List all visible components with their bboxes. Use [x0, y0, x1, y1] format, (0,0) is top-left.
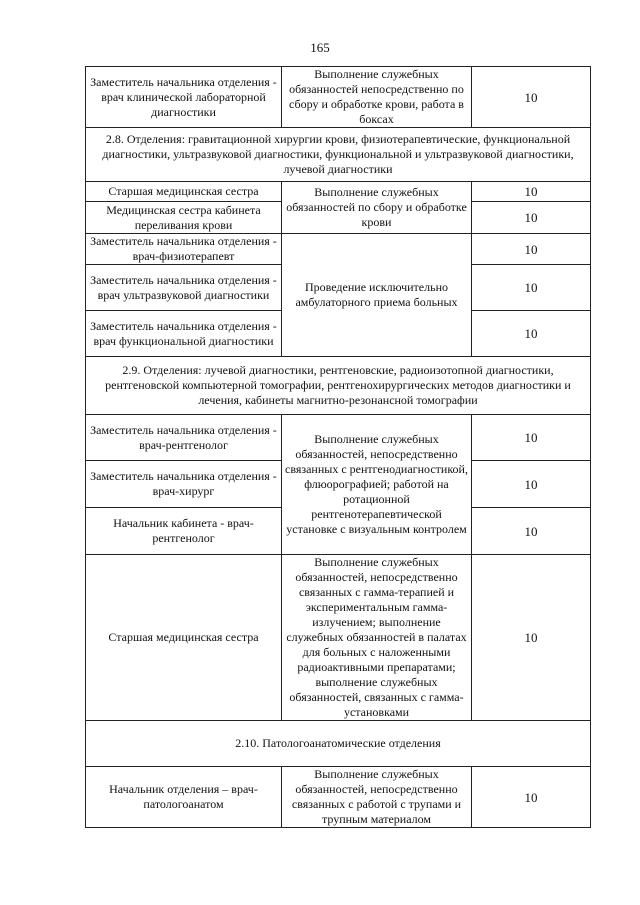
value-cell: 10 — [472, 265, 591, 311]
section-heading-row — [86, 128, 591, 182]
value-cell: 10 — [472, 555, 591, 721]
position-cell: Заместитель начальника отделения - врач-физиотерапевт — [86, 234, 282, 265]
position-cell: Заместитель начальника отделения - врач клинической лабораторной диагностики — [86, 67, 282, 128]
position-cell: Медицинская сестра кабинета переливания крови — [86, 202, 282, 234]
section-heading-row — [86, 357, 591, 415]
table-row — [86, 415, 591, 461]
table-row — [86, 67, 591, 128]
value-cell: 10 — [472, 767, 591, 828]
duties-cell: Выполнение служебных обязанностей, непосредственно связанных с гамма-терапией и экспериментальным гамма-излучением; выполнение служебных обязанностей в палатах для больных с наложенными радиоактивными препаратами; выполнение служебных обязанностей, связанных с гамма-установками — [282, 555, 472, 721]
duties-cell: Проведение исключительно амбулаторного приема больных — [282, 234, 472, 357]
section-2-10-title: 2.10. Патологоанатомические отделения — [86, 721, 591, 767]
position-cell: Начальник отделения – врач-патологоанатом — [86, 767, 282, 828]
page-number: 165 — [310, 40, 330, 55]
value-cell: 10 — [472, 311, 591, 357]
position-cell: Старшая медицинская сестра — [86, 182, 282, 202]
position-cell: Заместитель начальника отделения - врач-рентгенолог — [86, 415, 282, 461]
duties-cell: Выполнение служебных обязанностей, непосредственно связанных с работой с трупами и трупным материалом — [282, 767, 472, 828]
value-cell: 10 — [472, 461, 591, 508]
value-cell: 10 — [472, 508, 591, 555]
value-cell: 10 — [472, 202, 591, 234]
duties-cell: Выполнение служебных обязанностей по сбору и обработке крови — [282, 182, 472, 234]
position-cell: Заместитель начальника отделения - врач ультразвуковой диагностики — [86, 265, 282, 311]
duties-cell: Выполнение служебных обязанностей, непосредственно связанных с рентгенодиагностикой, флюорографией; работой на ротационной рентгенотерапевтической установке с визуальным контролем — [282, 415, 472, 555]
section-2-8-title: 2.8. Отделения: гравитационной хирургии крови, физиотерапевтические, функциональной диагностики, ультразвуковой диагностики, функциональной и ультразвуковой диагностики, лучевой диагностики — [86, 128, 591, 182]
table-row — [86, 234, 591, 265]
table-row — [86, 555, 591, 721]
table-row — [86, 182, 591, 202]
allowance-table — [85, 66, 591, 828]
position-cell: Старшая медицинская сестра — [86, 555, 282, 721]
section-2-9-title: 2.9. Отделения: лучевой диагностики, рентгеновские, радиоизотопной диагностики, рентгеновской компьютерной томографии, рентгенохирургических методов диагностики и лечения, кабинеты магнитно-резонансной томографии — [86, 357, 591, 415]
value-cell: 10 — [472, 67, 591, 128]
duties-cell: Выполнение служебных обязанностей непосредственно по сбору и обработке крови, работа в боксах — [282, 67, 472, 128]
table-row — [86, 767, 591, 828]
position-cell: Заместитель начальника отделения - врач-хирург — [86, 461, 282, 508]
section-heading-row — [86, 721, 591, 767]
value-cell: 10 — [472, 182, 591, 202]
value-cell: 10 — [472, 234, 591, 265]
value-cell: 10 — [472, 415, 591, 461]
position-cell: Начальник кабинета - врач-рентгенолог — [86, 508, 282, 555]
position-cell: Заместитель начальника отделения - врач функциональной диагностики — [86, 311, 282, 357]
